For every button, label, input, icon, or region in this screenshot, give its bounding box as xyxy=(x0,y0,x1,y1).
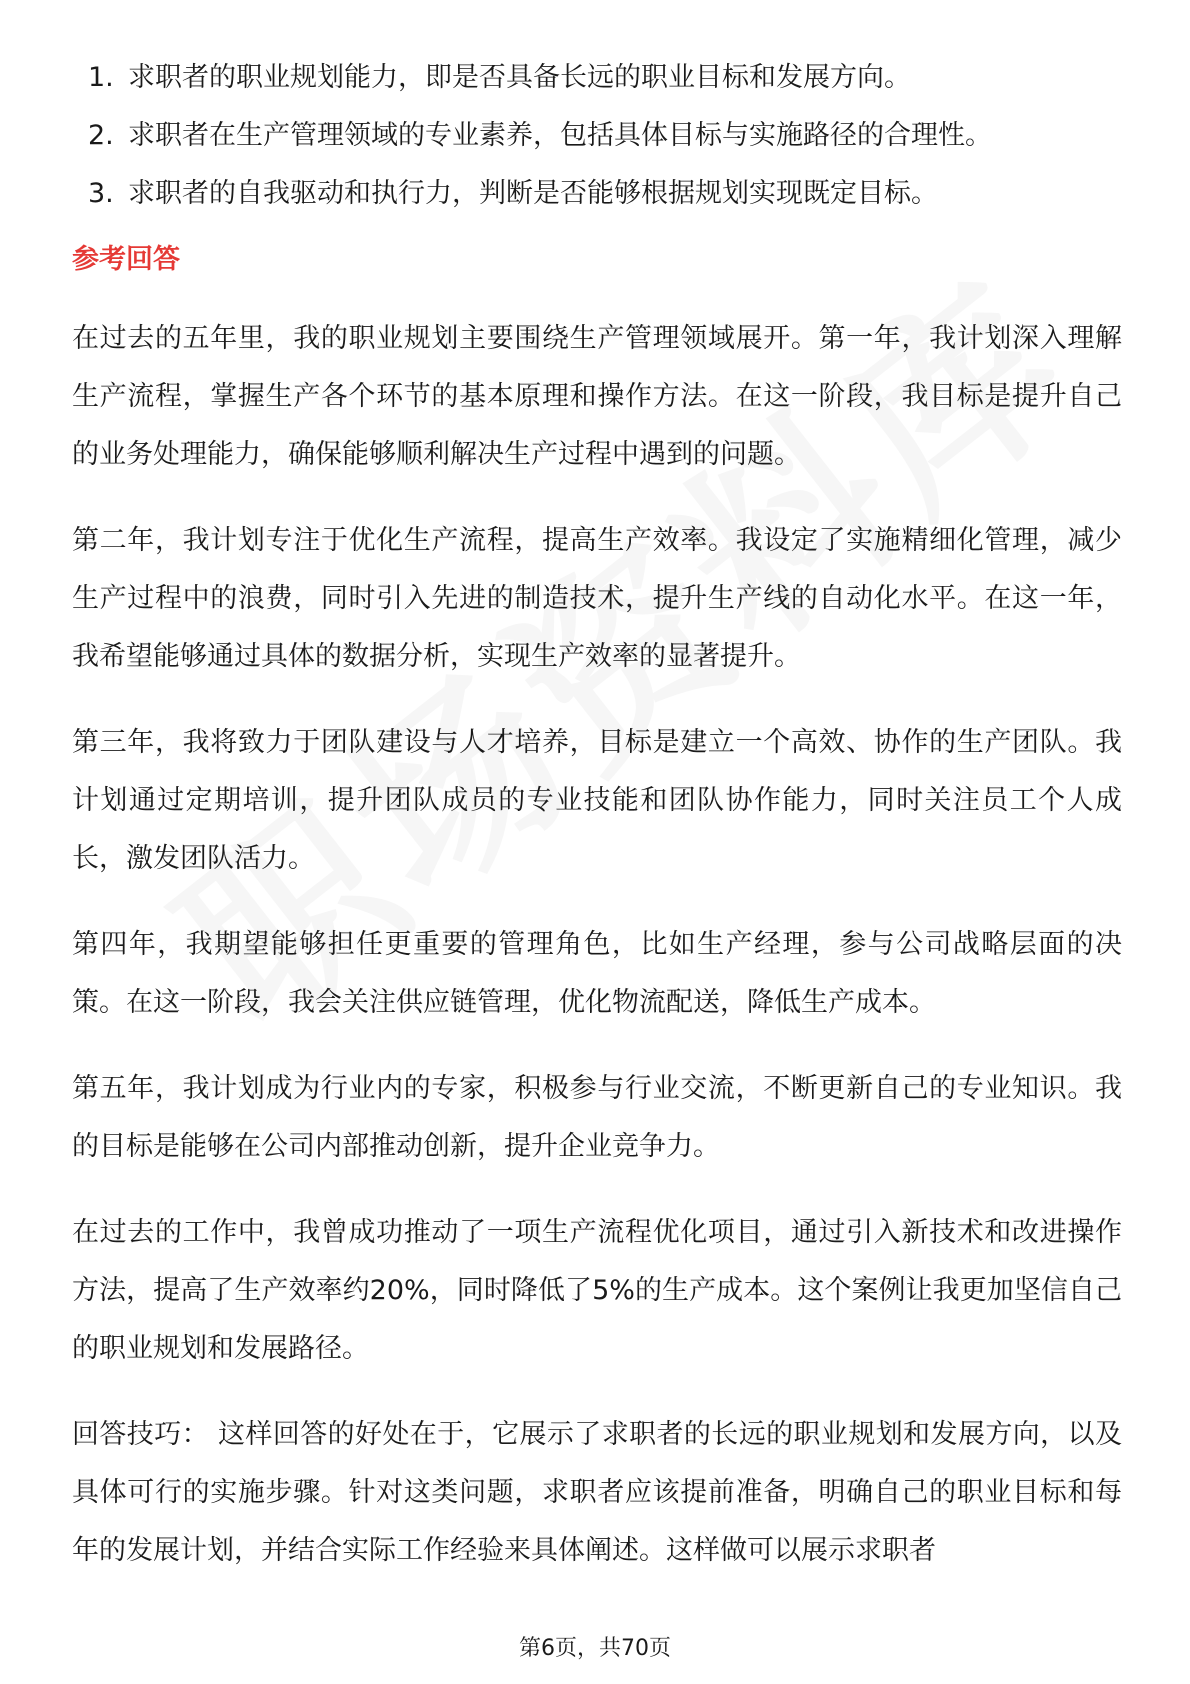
section-heading: 参考回答 xyxy=(72,244,180,275)
criteria-number: 2. xyxy=(88,120,114,151)
answer-paragraph: 第四年，我期望能够担任更重要的管理角色，比如生产经理，参与公司战略层面的决策。在这一阶段，我会关注供应链管理，优化物流配送，降低生产成本。 xyxy=(72,929,1122,1018)
criteria-text: 求职者在生产管理领域的专业素养，包括具体目标与实施路径的合理性。 xyxy=(128,120,992,151)
criteria-item xyxy=(72,174,1122,214)
criteria-number: 3. xyxy=(88,178,114,209)
answer-paragraph: 在过去的工作中，我曾成功推动了一项生产流程优化项目，通过引入新技术和改进操作方法，提高了生产效率约20%，同时降低了5%的生产成本。这个案例让我更加坚信自己的职业规划和发展路径。 xyxy=(72,1217,1122,1364)
tips-paragraph: 回答技巧： 这样回答的好处在于，它展示了求职者的长远的职业规划和发展方向，以及具体可行的实施步骤。针对这类问题，求职者应该提前准备，明确自己的职业目标和每年的发展计划，并结合实际工作经验来具体阐述。这样做可以展示求职者 xyxy=(72,1419,1122,1566)
criteria-item xyxy=(72,58,1122,98)
criteria-number: 1. xyxy=(88,62,114,93)
answer-paragraph: 第三年，我将致力于团队建设与人才培养，目标是建立一个高效、协作的生产团队。我计划通过定期培训，提升团队成员的专业技能和团队协作能力，同时关注员工个人成长，激发团队活力。 xyxy=(72,727,1122,874)
answer-paragraph: 第五年，我计划成为行业内的专家，积极参与行业交流，不断更新自己的专业知识。我的目标是能够在公司内部推动创新，提升企业竞争力。 xyxy=(72,1073,1122,1162)
document-page xyxy=(72,58,1122,1608)
criteria-text: 求职者的自我驱动和执行力，判断是否能够根据规划实现既定目标。 xyxy=(128,178,938,209)
answer-paragraph: 第二年，我计划专注于优化生产流程，提高生产效率。我设定了实施精细化管理，减少生产过程中的浪费，同时引入先进的制造技术，提升生产线的自动化水平。在这一年，我希望能够通过具体的数据分析，实现生产效率的显著提升。 xyxy=(72,525,1122,672)
answer-paragraph: 在过去的五年里，我的职业规划主要围绕生产管理领域展开。第一年，我计划深入理解生产流程，掌握生产各个环节的基本原理和操作方法。在这一阶段，我目标是提升自己的业务处理能力，确保能够顺利解决生产过程中遇到的问题。 xyxy=(72,323,1122,470)
page-footer: 第6页，共70页 xyxy=(519,1636,671,1661)
criteria-list xyxy=(72,58,1122,214)
criteria-item xyxy=(72,116,1122,156)
criteria-text: 求职者的职业规划能力，即是否具备长远的职业目标和发展方向。 xyxy=(128,62,911,93)
